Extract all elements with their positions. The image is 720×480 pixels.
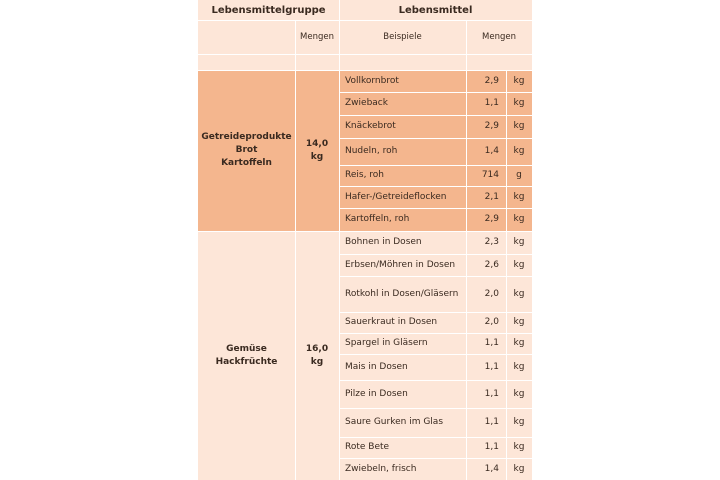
item-unit: kg: [513, 361, 525, 372]
item-unit: kg: [513, 338, 525, 348]
grid-line: [339, 437, 532, 438]
item-unit: kg: [513, 288, 525, 299]
grid-line: [339, 312, 532, 313]
grid-line: [339, 333, 532, 334]
item-value: 1,4: [484, 146, 499, 156]
group-name: [198, 70, 295, 231]
item-value: 1,1: [484, 338, 499, 348]
item-value: 2,1: [484, 191, 499, 202]
item-name: Zwieback: [345, 98, 388, 108]
item-value: 2,0: [484, 317, 499, 327]
item-unit: kg: [513, 121, 525, 131]
item-value: 2,3: [484, 237, 499, 247]
item-name: Nudeln, roh: [345, 146, 398, 156]
item-value: 714: [481, 170, 499, 180]
item-unit: kg: [513, 388, 525, 399]
item-value: 2,9: [484, 121, 499, 131]
item-name: Reis, roh: [345, 170, 385, 180]
item-unit: kg: [513, 75, 525, 86]
item-value: 1,1: [484, 442, 499, 452]
grid-line: [339, 354, 532, 355]
grid-line: [339, 458, 532, 459]
item-unit: kg: [513, 191, 525, 202]
item-unit: kg: [513, 317, 525, 327]
item-name: Spargel in Gläsern: [345, 338, 428, 348]
item-unit: kg: [513, 237, 525, 247]
group-amount: 16,0 kg: [305, 343, 329, 367]
grid-line: [339, 380, 532, 381]
item-name: Knäckebrot: [345, 121, 396, 131]
grid-line: [339, 186, 532, 187]
header-amounts-2: Mengen: [482, 31, 516, 42]
item-value: 1,1: [484, 388, 499, 399]
group-name-line: Kartoffeln: [221, 158, 272, 168]
item-name: Sauerkraut in Dosen: [345, 317, 438, 327]
item-unit: kg: [513, 463, 525, 474]
item-name: Rote Bete: [345, 442, 390, 452]
item-name: Vollkornbrot: [345, 75, 399, 86]
item-unit: kg: [513, 146, 525, 156]
header-food-title: Lebensmittel: [398, 4, 473, 16]
grid-line: [198, 20, 532, 21]
group-name: [198, 231, 295, 480]
group-name-line: Hackfrüchte: [215, 356, 278, 367]
item-unit: kg: [513, 259, 525, 270]
item-name: Hafer-/Getreideflocken: [345, 191, 447, 202]
item-name: Rotkohl in Dosen/Gläsern: [345, 288, 459, 299]
grid-line: [339, 408, 532, 409]
item-name: Pilze in Dosen: [345, 388, 408, 399]
item-value: 1,1: [484, 361, 499, 372]
food-supply-table: [198, 0, 532, 480]
item-name: Bohnen in Dosen: [345, 237, 422, 247]
item-value: 1,1: [484, 417, 499, 427]
grid-line: [339, 115, 532, 116]
item-unit: kg: [513, 417, 525, 427]
grid-line: [339, 165, 532, 166]
item-unit: kg: [513, 98, 525, 108]
grid-line: [339, 92, 532, 93]
item-value: 2,9: [484, 75, 499, 86]
header-amounts: Mengen: [300, 31, 334, 42]
header-group-title: Lebensmittelgruppe: [211, 4, 326, 16]
header-examples: Beispiele: [383, 31, 422, 42]
group-name-line: Brot: [235, 145, 258, 155]
item-value: 2,6: [484, 259, 499, 270]
grid-line: [339, 208, 532, 209]
grid-line: [339, 276, 532, 277]
item-name: Kartoffeln, roh: [345, 214, 410, 224]
item-value: 1,4: [484, 463, 499, 474]
group-name-line: Getreideprodukte: [201, 132, 292, 142]
grid-line: [339, 254, 532, 255]
item-unit: kg: [513, 214, 525, 224]
grid-line: [339, 138, 532, 139]
item-name: Erbsen/Möhren in Dosen: [345, 259, 456, 270]
group-name-line: Gemüse: [226, 343, 267, 354]
item-value: 2,0: [484, 288, 499, 299]
item-value: 2,9: [484, 214, 499, 224]
item-unit: g: [516, 170, 522, 180]
grid-line: [198, 54, 532, 55]
item-name: Zwiebeln, frisch: [345, 463, 417, 474]
item-name: Mais in Dosen: [345, 361, 408, 372]
item-value: 1,1: [484, 98, 499, 108]
group-amount: 14,0 kg: [305, 138, 329, 162]
item-name: Saure Gurken im Glas: [345, 417, 444, 427]
item-unit: kg: [513, 442, 525, 452]
